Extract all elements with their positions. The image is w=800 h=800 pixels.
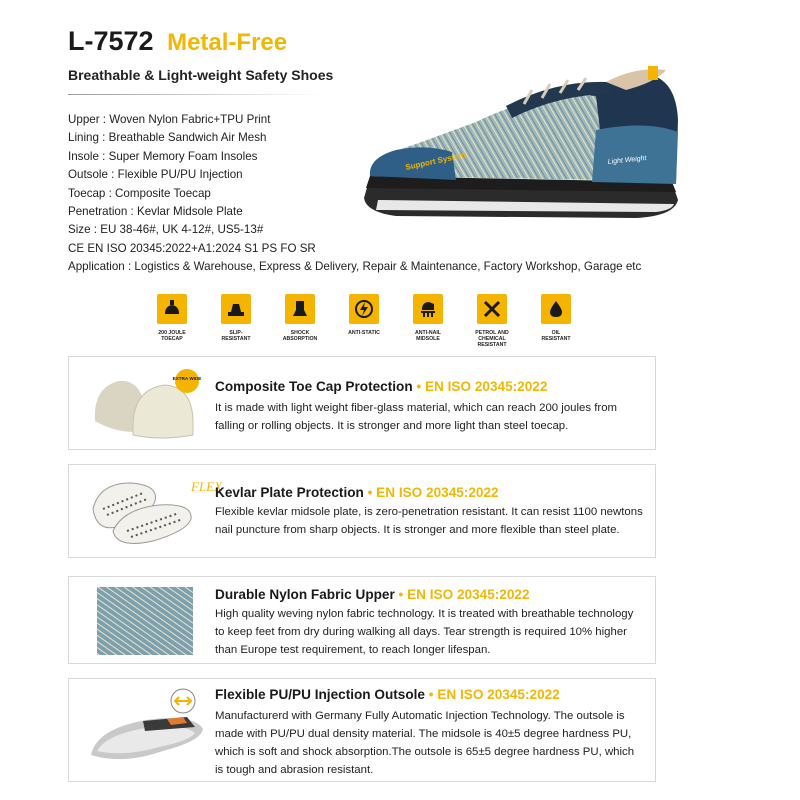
product-title (68, 26, 287, 57)
shoe-image (356, 60, 686, 235)
chemical-resistant-icon (477, 294, 507, 324)
feature-anti-static (332, 294, 396, 336)
feature-anti-nail (396, 294, 460, 342)
card-description: High quality weving nylon fabric technology. It is treated with breathable technology to keep feet from dry during walking all days. Tear strength is required 10% higher than Europe test requirement, to reach longer lifespan. (215, 608, 634, 656)
feature-toecap (140, 294, 204, 342)
feature-caption: 200 JOULE TOECAP (158, 330, 186, 342)
flex-badge: FLEX (191, 479, 223, 494)
feature-card-outsole (68, 678, 656, 782)
slip-resistant-icon (221, 294, 251, 324)
oil-resistant-icon (541, 294, 571, 324)
card-standard: EN ISO 20345:2022 (376, 485, 499, 500)
feature-card-nylon-upper (68, 576, 656, 664)
feature-oil-resistant (524, 294, 588, 342)
toecap-icon (157, 294, 187, 324)
metal-free-tag: Metal-Free (167, 29, 288, 56)
card-title: Composite Toe Cap Protection • EN ISO 20345:2022 (215, 379, 548, 394)
feature-chemical-resistant (460, 294, 524, 348)
model-number: L-7572 (68, 26, 154, 56)
spec-upper: Upper : Woven Nylon Fabric+TPU Print (68, 113, 271, 126)
feature-caption: ANTI-STATIC (348, 330, 380, 336)
extra-wide-badge: EXTRA WIDE (172, 376, 202, 381)
spec-lining: Lining : Breathable Sandwich Air Mesh (68, 131, 267, 145)
feature-slip-resistant (204, 294, 268, 342)
anti-static-icon (349, 294, 379, 324)
spec-application: Application : Logistics & Warehouse, Express & Delivery, Repair & Maintenance, Factory Workshop, Garage etc (68, 260, 642, 274)
card-standard: EN ISO 20345:2022 (437, 687, 560, 702)
feature-caption: SLIP- RESISTANT (221, 330, 251, 342)
feature-caption: SHOCK ABSORPTION (282, 330, 318, 342)
shock-absorption-icon (285, 294, 315, 324)
product-subtitle: Breathable & Light-weight Safety Shoes (68, 67, 334, 83)
spec-toecap: Toecap : Composite Toecap (68, 186, 211, 200)
spec-certification: CE EN ISO 20345:2022+A1:2024 S1 PS FO SR (68, 241, 316, 255)
feature-caption: ANTI-NAIL MIDSOLE (415, 330, 441, 342)
card-standard: EN ISO 20345:2022 (407, 587, 530, 602)
spec-size: Size : EU 38-46#, UK 4-12#, US5-13# (68, 223, 264, 237)
card-title: Flexible PU/PU Injection Outsole • EN ISO 20345:2022 (215, 687, 560, 702)
toecap-image (89, 365, 209, 445)
spec-outsole: Outsole : Flexible PU/PU Injection (68, 168, 243, 182)
feature-shock-absorption (268, 294, 332, 342)
header-divider (68, 94, 323, 95)
feature-card-toecap (68, 356, 656, 450)
anti-nail-icon (413, 294, 443, 324)
card-title: Kevlar Plate Protection • EN ISO 20345:2022 (215, 485, 499, 500)
card-description: Manufacturerd with Germany Fully Automatic Injection Technology. The outsole is made with PU/PU dual density material. The midsole is 40±5 degree hardness PU, which is soft and shock absorption.The outsole is 65±5 degree hardness PU, which is tough and abrasion resistant. (215, 710, 635, 776)
card-description: It is made with light weight fiber-glass material, which can reach 200 joules from falling or rolling objects. It is stronger and more light than steel toecap. (215, 402, 618, 432)
outsole-image (83, 685, 211, 775)
feature-icons (140, 294, 590, 354)
card-title: Durable Nylon Fabric Upper • EN ISO 20345:2022 (215, 587, 530, 602)
feature-caption: OIL RESISTANT (541, 330, 571, 342)
feature-card-kevlar (68, 464, 656, 558)
feature-caption: PETROL AND CHEMICAL RESISTANT (475, 330, 509, 348)
shoe-heel-label: Light Weight (607, 154, 647, 166)
spec-penetration: Penetration : Kevlar Midsole Plate (68, 205, 243, 219)
card-standard: EN ISO 20345:2022 (424, 379, 548, 394)
card-description: Flexible kevlar midsole plate, is zero-penetration resistant. It can resist 1100 newtons nail puncture from sharp objects. It is stronger and more flexible than steel plate. (215, 506, 643, 536)
shoe-side-label: Support System (404, 150, 467, 172)
nylon-fabric-image (97, 587, 193, 655)
spec-insole: Insole : Super Memory Foam Insoles (68, 149, 258, 163)
kevlar-plate-image (83, 469, 223, 555)
